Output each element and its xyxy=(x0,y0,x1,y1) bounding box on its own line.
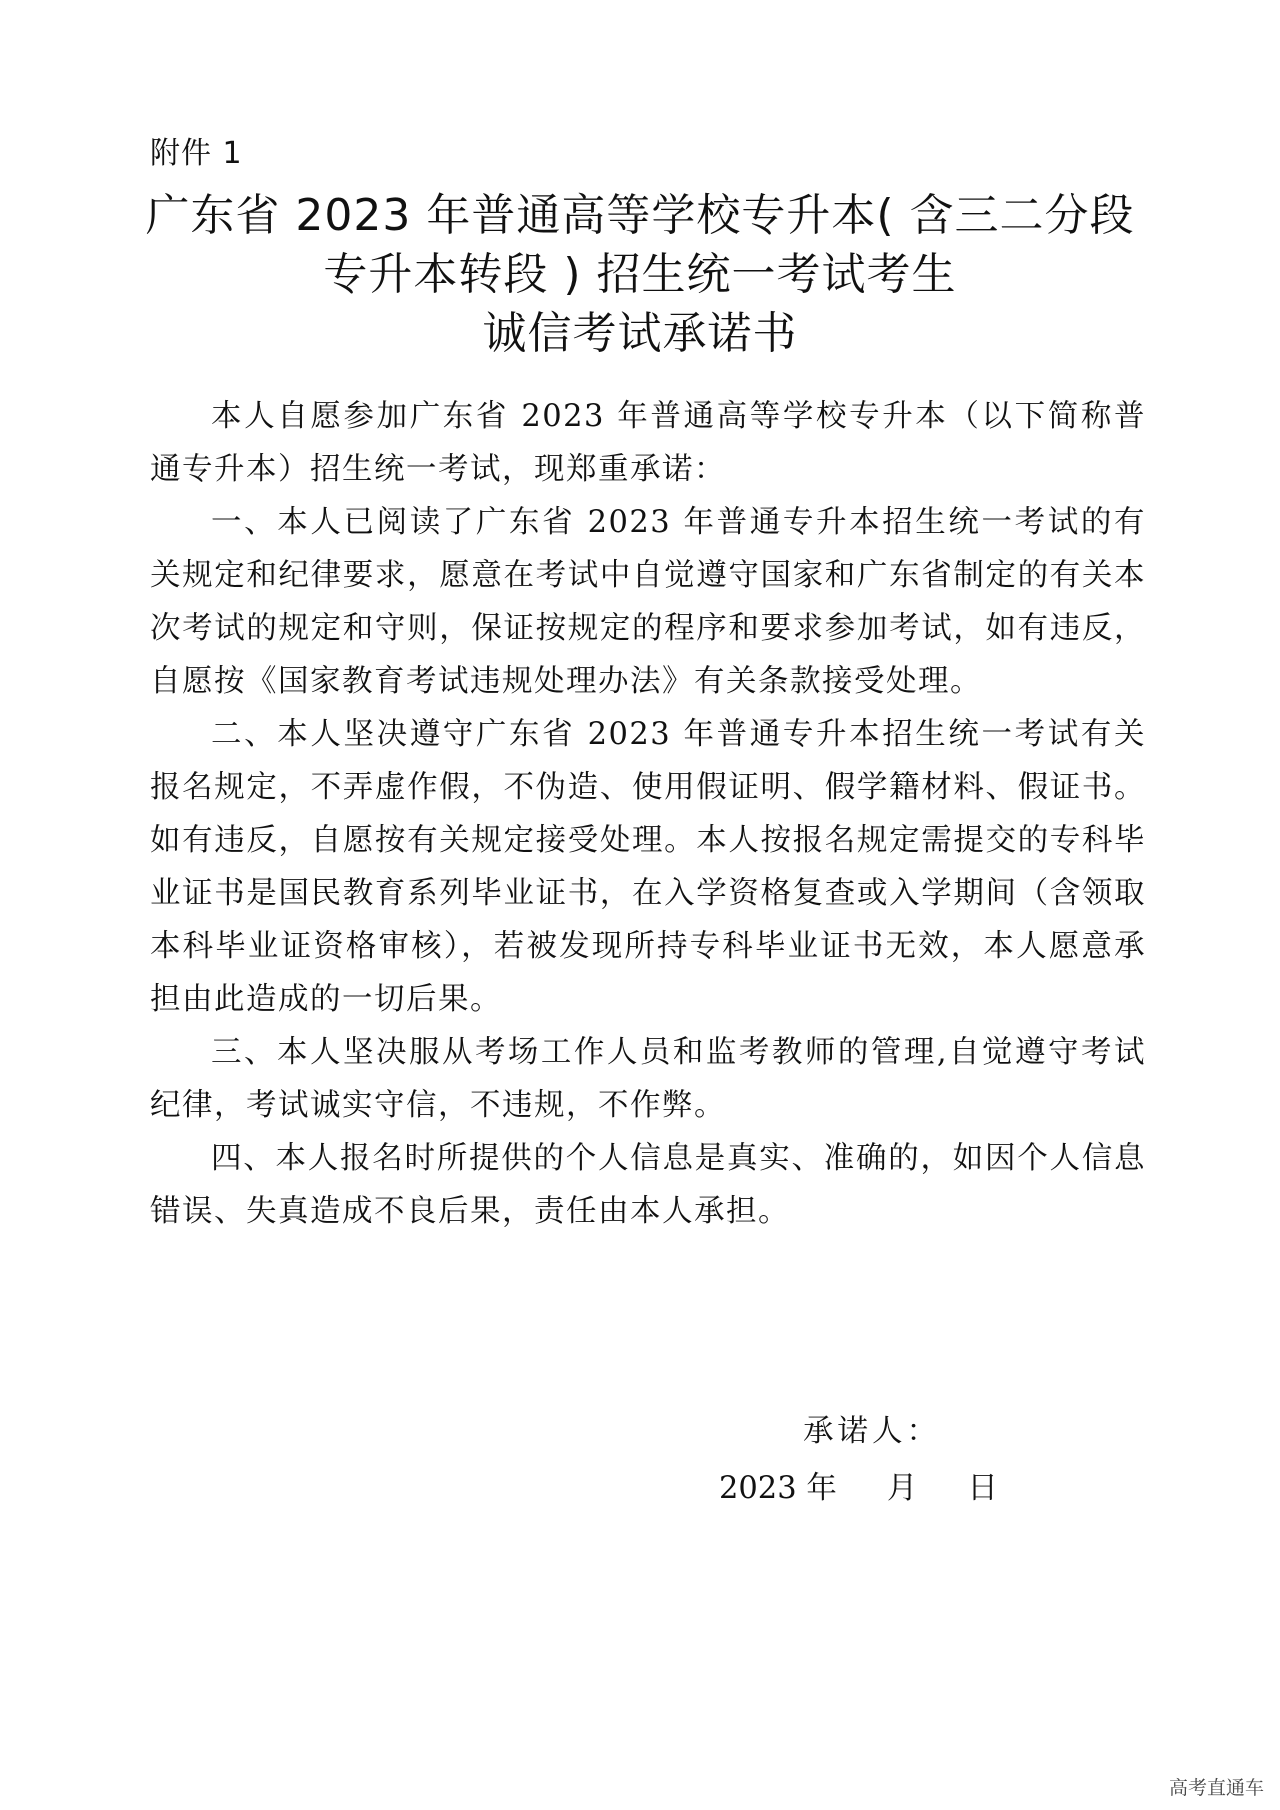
document-body xyxy=(150,390,1146,1238)
pledge-item-4: 四、本人报名时所提供的个人信息是真实、准确的，如因个人信息错误、失真造成不良后果，责任由本人承担。 xyxy=(150,1141,1146,1229)
pledge-item-2: 二、本人坚决遵守广东省 2023 年普通专升本招生统一考试有关报名规定，不弄虚作假，不伪造、使用假证明、假学籍材料、假证书。如有违反，自愿按有关规定接受处理。本人按报名规定需提交的专科毕业证书是国民教育系列毕业证书，在入学资格复查或入学期间（含领取本科毕业证资格审核），若被发现所持专科毕业证书无效，本人愿意承担由此造成的一切后果。 xyxy=(150,717,1146,1017)
watermark-text: 高考直通车 xyxy=(1168,1777,1264,1799)
pledge-item-1: 一、本人已阅读了广东省 2023 年普通专升本招生统一考试的有关规定和纪律要求，愿意在考试中自觉遵守国家和广东省制定的有关本次考试的规定和守则，保证按规定的程序和要求参加考试，如有违反，自愿按《国家教育考试违规处理办法》有关条款接受处理。 xyxy=(150,505,1146,699)
title-line: 专升本转段 ) 招生统一考试考生 xyxy=(323,249,957,300)
intro-paragraph: 本人自愿参加广东省 2023 年普通高等学校专升本（以下简称普通专升本）招生统一考试，现郑重承诺： xyxy=(150,399,1146,487)
document-title xyxy=(100,186,1180,363)
date-day: 日 xyxy=(967,1471,998,1506)
attachment-label: 附件 1 xyxy=(150,136,243,171)
pledge-item-3: 三、本人坚决服从考场工作人员和监考教师的管理,自觉遵守考试纪律，考试诚实守信，不违规，不作弊。 xyxy=(150,1035,1146,1123)
signer-label: 承诺人： xyxy=(803,1414,941,1449)
date-month: 月 xyxy=(886,1471,918,1506)
date-year: 2023 年 xyxy=(719,1471,837,1506)
signature-date xyxy=(719,1462,998,1515)
title-line: 诚信考试承诺书 xyxy=(482,308,798,359)
title-line: 广东省 2023 年普通高等学校专升本( 含三二分段 xyxy=(145,190,1135,241)
